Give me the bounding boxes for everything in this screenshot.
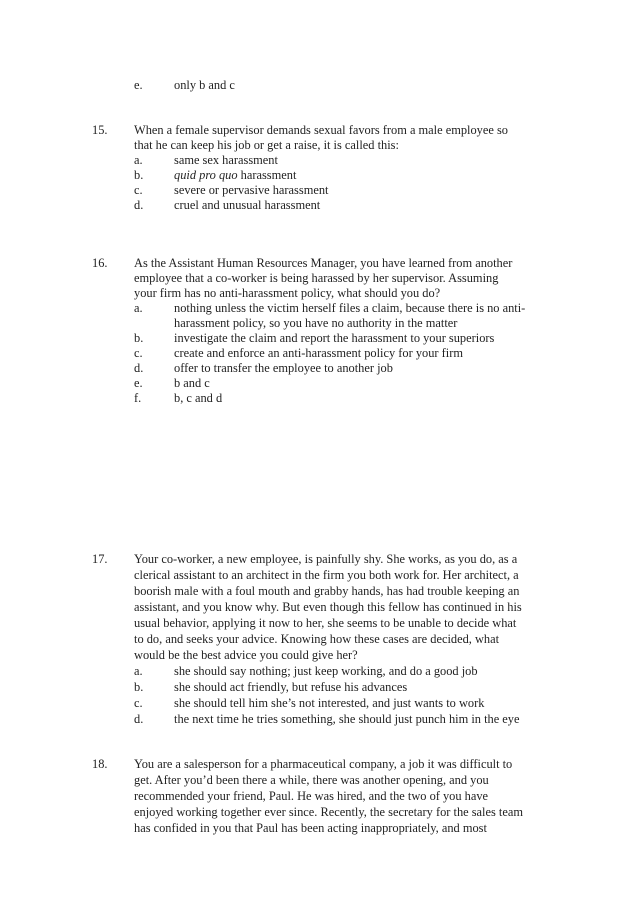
question-stem-line: would be the best advice you could give her? xyxy=(134,648,358,662)
option-letter: d. xyxy=(134,712,144,726)
question-stem-line: that he can keep his job or get a raise, it is called this: xyxy=(134,138,399,152)
option-letter: b. xyxy=(134,331,144,345)
question-stem-line: boorish male with a foul mouth and grabby hands, has had trouble keeping an xyxy=(134,584,520,598)
option-text: same sex harassment xyxy=(174,153,278,167)
option-italic-term: quid pro quo xyxy=(174,168,238,182)
option-letter: d. xyxy=(134,198,144,212)
question-stem-line: to do, and seeks your advice. Knowing how these cases are decided, what xyxy=(134,632,500,646)
question-stem-line: enjoyed working together ever since. Recently, the secretary for the sales team xyxy=(134,805,523,819)
option-letter: c. xyxy=(134,183,143,197)
question-number: 15. xyxy=(92,123,108,137)
option-letter: e. xyxy=(134,376,143,390)
question-stem-line: When a female supervisor demands sexual favors from a male employee so xyxy=(134,123,508,137)
option-text: b, c and d xyxy=(174,391,223,405)
option-text: she should act friendly, but refuse his advances xyxy=(174,680,408,694)
option-letter: e. xyxy=(134,78,143,92)
question-stem-line: get. After you’d been there a while, there was another opening, and you xyxy=(134,773,489,787)
question-stem-line: You are a salesperson for a pharmaceutical company, a job it was difficult to xyxy=(134,757,513,771)
option-text: investigate the claim and report the harassment to your superiors xyxy=(174,331,495,345)
question-stem-line: employee that a co-worker is being harassed by her supervisor. Assuming xyxy=(134,271,499,285)
question-number: 18. xyxy=(92,757,108,771)
question-stem-line: assistant, and you know why. But even though this fellow has continued in his xyxy=(134,600,522,614)
question-number: 16. xyxy=(92,256,108,270)
question-number: 17. xyxy=(92,552,108,566)
option-letter: a. xyxy=(134,301,143,315)
option-text-rest: harassment xyxy=(237,168,297,182)
option-letter: b. xyxy=(134,168,144,182)
option-text: she should tell him she’s not interested, and just wants to work xyxy=(174,696,485,710)
option-text: b and c xyxy=(174,376,210,390)
question-stem-line: clerical assistant to an architect in the firm you both work for. Her architect, a xyxy=(134,568,519,582)
question-stem-line: usual behavior, applying it now to her, she seems to be unable to decide what xyxy=(134,616,517,630)
option-letter: f. xyxy=(134,391,142,405)
option-text: the next time he tries something, she should just punch him in the eye xyxy=(174,712,520,726)
option-letter: a. xyxy=(134,153,143,167)
option-text: severe or pervasive harassment xyxy=(174,183,329,197)
option-text: offer to transfer the employee to another job xyxy=(174,361,393,375)
option-text-continuation: harassment policy, so you have no authority in the matter xyxy=(174,316,458,330)
option-letter: b. xyxy=(134,680,144,694)
option-letter: a. xyxy=(134,664,143,678)
question-stem-line: recommended your friend, Paul. He was hired, and the two of you have xyxy=(134,789,489,803)
question-stem-line: Your co-worker, a new employee, is painfully shy. She works, as you do, as a xyxy=(134,552,518,566)
option-letter: c. xyxy=(134,346,143,360)
option-text: create and enforce an anti-harassment policy for your firm xyxy=(174,346,463,360)
option-text xyxy=(174,168,296,183)
option-text: only b and c xyxy=(174,78,235,92)
option-text: nothing unless the victim herself files a claim, because there is no anti- xyxy=(174,301,526,315)
option-text: cruel and unusual harassment xyxy=(174,198,321,212)
question-stem-line: your firm has no anti-harassment policy, what should you do? xyxy=(134,286,441,300)
question-stem-line: As the Assistant Human Resources Manager, you have learned from another xyxy=(134,256,513,270)
question-stem-line: has confided in you that Paul has been acting inappropriately, and most xyxy=(134,821,487,835)
option-text: she should say nothing; just keep working, and do a good job xyxy=(174,664,478,678)
option-letter: c. xyxy=(134,696,143,710)
option-letter: d. xyxy=(134,361,144,375)
